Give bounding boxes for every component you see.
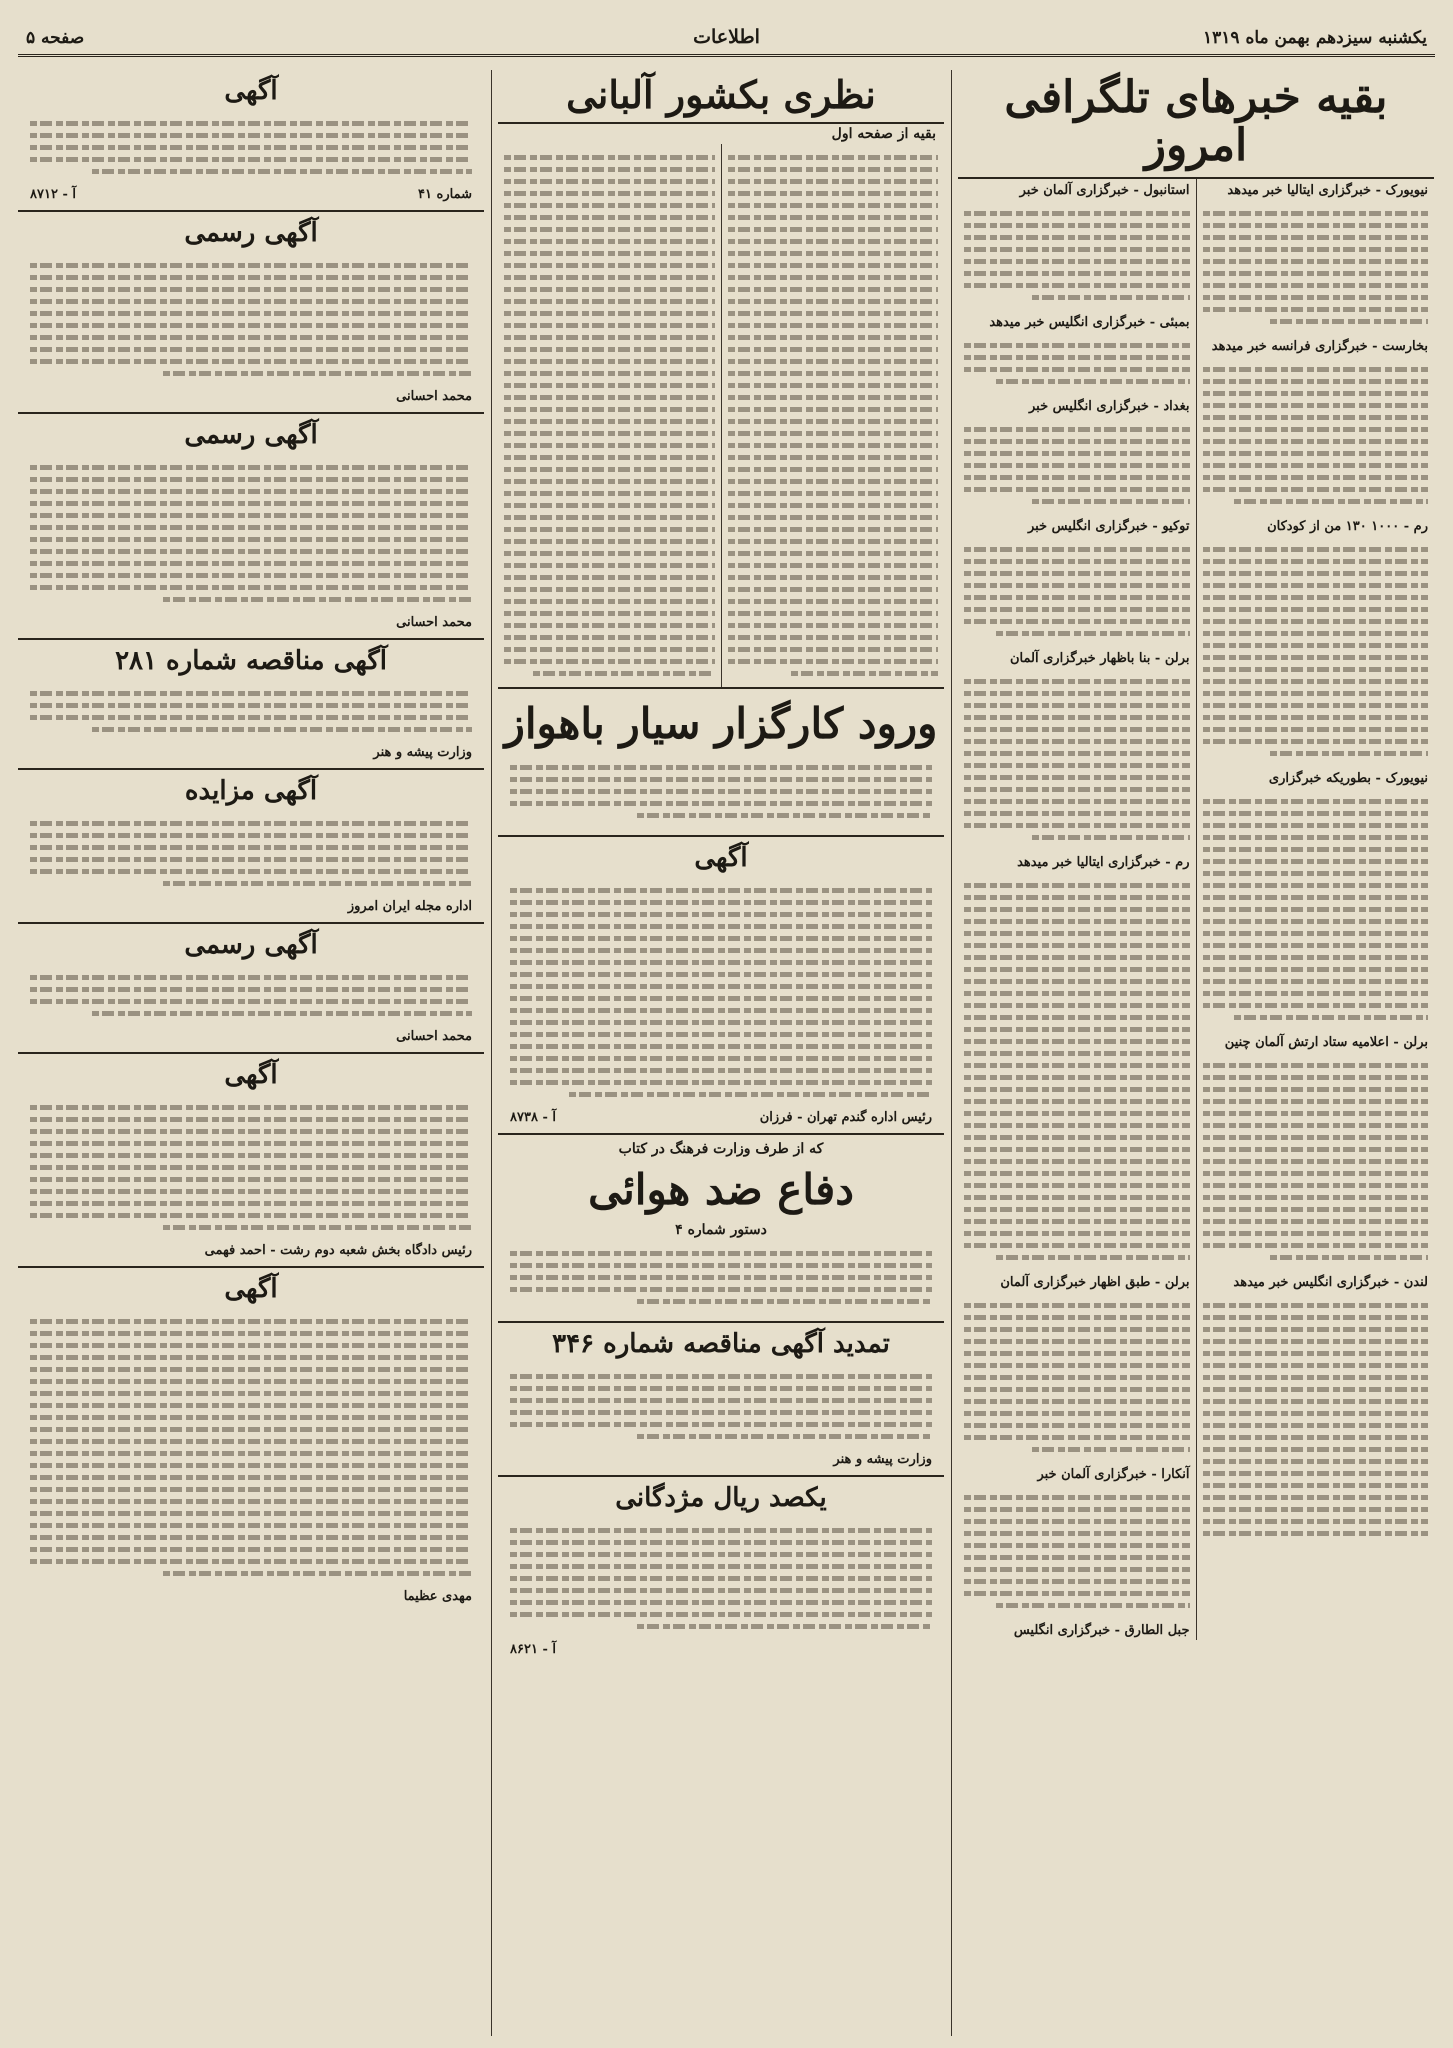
court-ad [18,1054,484,1268]
tender-ad [18,640,484,770]
telegraph-headline: بقیه خبرهای تلگرافی امروز [958,70,1434,179]
tender-signature: وزارت پیشه و هنر [833,1451,932,1467]
ad-title: آگهی [224,1060,278,1090]
dateline: استانبول - خبرگزاری آلمان خبر [1019,182,1190,198]
ad-title: آگهی رسمی [184,218,318,248]
grain-office-notice [498,837,944,1135]
dateline: برلن - طبق اظهار خبرگزاری آلمان [1000,1274,1190,1290]
official-ad [18,924,484,1054]
reward-code: آ - ۸۶۲۱ [510,1641,556,1657]
official-ad [18,212,484,414]
ad-signature: محمد احسانی [396,615,472,630]
notice-code: آ - ۸۷۳۸ [510,1109,556,1125]
ad-number: شماره ۴۱ [418,187,472,202]
issue-date: یکشنبه سیزدهم بهمن ماه ۱۳۱۹ [1203,28,1427,48]
albania-headline: نظری بکشور آلبانی [498,70,944,124]
notice-signature: رئیس اداره گندم تهران - فرزان [759,1109,932,1125]
ad-title: آگهی مزایده [184,776,318,806]
dateline: رم - خبرگزاری ایتالیا خبر میدهد [1017,854,1190,870]
ad-signature: محمد احسانی [396,389,472,404]
tender-extension-ad [498,1323,944,1477]
tender-title: تمدید آگهی مناقصه شماره ۳۴۶ [552,1328,890,1359]
telegraph-news-column [958,70,1434,2036]
ad-code: آ - ۸۷۱۲ [30,187,76,202]
dateline: آنکارا - خبرگزاری آلمان خبر [1037,1466,1190,1482]
auction-ad [18,770,484,924]
dateline: برلن - اعلامیه ستاد ارتش آلمان چنین [1224,1034,1428,1050]
book-subtitle: دستور شماره ۴ [675,1221,767,1238]
arrival-notice [498,689,944,837]
column-rule [951,70,952,2036]
dateline: بخارست - خبرگزاری فرانسه خبر میدهد [1211,338,1428,354]
ad-title: آگهی رسمی [184,930,318,960]
dateline: رم - ۱۰۰۰ ۱۳۰ من از کودکان [1267,518,1428,534]
paper-name: اطلاعات [693,26,760,48]
book-title: دفاع ضد هوائی [588,1164,854,1214]
ad-signature: اداره مجله ایران امروز [347,899,472,914]
air-defence-ad [498,1135,944,1323]
news-subcolumn [1196,179,1435,1640]
continued-label: بقیه از صفحه اول [831,125,936,142]
railway-ad [18,70,484,212]
ad-title: آگهی [224,1274,278,1304]
page-number: صفحه ۵ [26,28,85,48]
masthead [18,24,1435,57]
notices-column [18,70,484,2036]
ad-title: آگهی رسمی [184,420,318,450]
dateline: توکیو - خبرگزاری انگلیس خبر [1027,518,1190,534]
column-rule [491,70,492,2036]
reward-ad [498,1477,944,1665]
dateline: نیویورک - بطوریکه خبرگزاری [1268,770,1428,786]
arrival-headline: ورود کارگزار سیار باهواز [504,698,938,748]
dateline: بمبئی - خبرگزاری انگلیس خبر میدهد [989,314,1190,330]
reward-title: یکصد ریال مژدگانی [615,1482,827,1513]
news-subcolumn [958,179,1196,1640]
notice-title: آگهی [694,842,748,873]
ad-signature: رئیس دادگاه بخش شعبه دوم رشت - احمد فهمی [204,1243,472,1258]
albania-column [498,70,944,2036]
dateline: نیویورک - خبرگزاری ایتالیا خبر میدهد [1227,182,1428,198]
ad-signature: مهدی عظیما [403,1589,472,1604]
dateline: لندن - خبرگزاری انگلیس خبر میدهد [1233,1274,1428,1290]
dateline: برلن - بنا باظهار خبرگزاری آلمان [1010,650,1190,666]
dateline: بغداد - خبرگزاری انگلیس خبر [1028,398,1190,414]
inheritance-ad [18,1268,484,1612]
albania-article [498,144,944,689]
ad-signature: وزارت پیشه و هنر [373,745,472,760]
ad-signature: محمد احسانی [396,1029,472,1044]
official-ad [18,414,484,640]
ad-title: آگهی مناقصه شماره ۲۸۱ [115,646,387,676]
ad-title: آگهی [224,76,278,106]
book-intro: که از طرف وزارت فرهنگ در کتاب [618,1140,824,1157]
dateline: جبل الطارق - خبرگزاری انگلیس [1013,1622,1190,1638]
